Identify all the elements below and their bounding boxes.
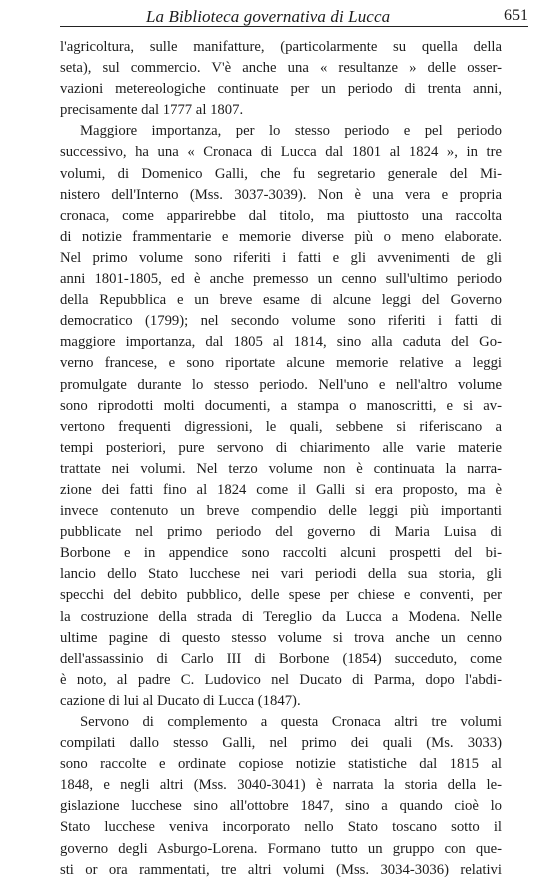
- text-line: pubblicate nel primo periodo del governo di Maria Luisa di: [60, 524, 502, 541]
- text-line: Nel primo volume sono riferiti i fatti e gli avvenimenti de gli: [60, 249, 502, 266]
- text-line: dell'assassinio di Carlo III di Borbone (1854) succeduto, come: [60, 650, 502, 667]
- text-line: è noto, al padre C. Ludovico nel Ducato di Parma, dopo l'abdi-: [60, 671, 502, 688]
- text-line: ultime pagine di questo stesso volume si trova anche un cenno: [60, 629, 502, 646]
- running-header: [60, 2, 528, 27]
- text-line: democratico (1799); nel secondo volume sono riferiti i fatti di: [60, 313, 502, 330]
- text-line: verno francese, e sono riportate alcune memorie relative a leggi: [60, 355, 502, 372]
- text-line: governo degli Asburgo-Lorena. Formano tutto un gruppo con que-: [60, 840, 502, 857]
- text-line: successivo, ha una « Cronaca di Lucca dal 1801 al 1824 », in tre: [60, 144, 502, 161]
- text-line: cronaca, come apparirebbe dal titolo, ma piuttosto una raccolta: [60, 207, 502, 224]
- text-line: nistero dell'Interno (Mss. 3037-3039). Non è una vera e propria: [60, 186, 502, 203]
- running-title: La Biblioteca governativa di Lucca: [146, 7, 391, 26]
- text-line: l'agricoltura, sulle manifatture, (particolarmente su quella della: [60, 39, 502, 55]
- text-line: vertono frequenti digressioni, le quali, sebbene si riferiscano a: [60, 418, 502, 435]
- paragraph-first-line: Maggiore importanza, per lo stesso periodo e pel periodo: [80, 123, 502, 140]
- text-line: Borbone e in appendice sono raccolti alcuni prospetti del bi-: [60, 545, 502, 562]
- text-line: della Repubblica e un breve esame di alcune leggi del Governo: [60, 292, 502, 309]
- text-line: maggiore importanza, dal 1805 al 1814, sino alla caduta del Go-: [60, 334, 502, 351]
- paragraph-first-line: Servono di complemento a questa Cronaca altri tre volumi: [80, 714, 502, 730]
- text-line: trattate nei volumi. Nel terzo volume non è continuata la narra-: [60, 460, 502, 477]
- text-line: specchi del debito pubblico, delle spese per chiese e conventi, per: [60, 587, 502, 604]
- text-line: sti or ora rammentati, tre altri volumi (Mss. 3034-3036) relativi: [60, 861, 502, 878]
- text-line: invece contenuto un breve compendio delle leggi più importanti: [60, 503, 502, 520]
- text-line: vazioni metereologiche continuate per un periodo di trenta anni,: [60, 81, 502, 98]
- text-line: tempi posteriori, pure servono di chiarimento alle varie materie: [60, 439, 502, 456]
- text-line: 1848, e negli altri (Mss. 3040-3041) è narrata la storia della le-: [60, 777, 502, 794]
- text-line: volumi, di Domenico Galli, che fu segretario generale del Mi-: [60, 165, 502, 182]
- text-line: sono raccolte e ordinate copiose notizie statistiche dal 1815 al: [60, 756, 502, 773]
- text-line: cazione di lui al Ducato di Lucca (1847).: [60, 692, 301, 709]
- text-line: compilati dallo stesso Galli, nel primo dei quali (Ms. 3033): [60, 735, 502, 752]
- text-line: sono riprodotti molti documenti, a stampa o manoscritti, e si av-: [60, 397, 502, 414]
- page-number: 651: [504, 7, 528, 24]
- text-line: Stato lucchese veniva incorporato nello Stato toscano sotto il: [60, 819, 502, 836]
- text-line: la costruzione della strada di Tereglio da Lucca a Modena. Nelle: [60, 608, 502, 625]
- text-line: zione dei fatti fino al 1824 come il Galli si era proposto, ma è: [60, 481, 502, 498]
- text-line: di notizie frammentarie e memorie diverse più o meno elaborate.: [60, 228, 502, 245]
- body-text: [60, 37, 502, 881]
- text-line: lancio dello Stato lucchese nei vari periodi della sua storia, gli: [60, 566, 502, 583]
- text-line: precisamente dal 1777 al 1807.: [60, 102, 244, 119]
- text-line: promulgate durante lo stesso periodo. Nell'uno e nell'altro volume: [60, 376, 502, 393]
- text-line: anni 1801-1805, ed è anche premesso un cenno sull'ultimo periodo: [60, 271, 502, 288]
- text-line: gislazione lucchese sino all'ottobre 1847, sino a quando cioè lo: [60, 798, 502, 815]
- text-line: seta), sul commercio. V'è anche una « resultanze » delle osser-: [60, 60, 502, 77]
